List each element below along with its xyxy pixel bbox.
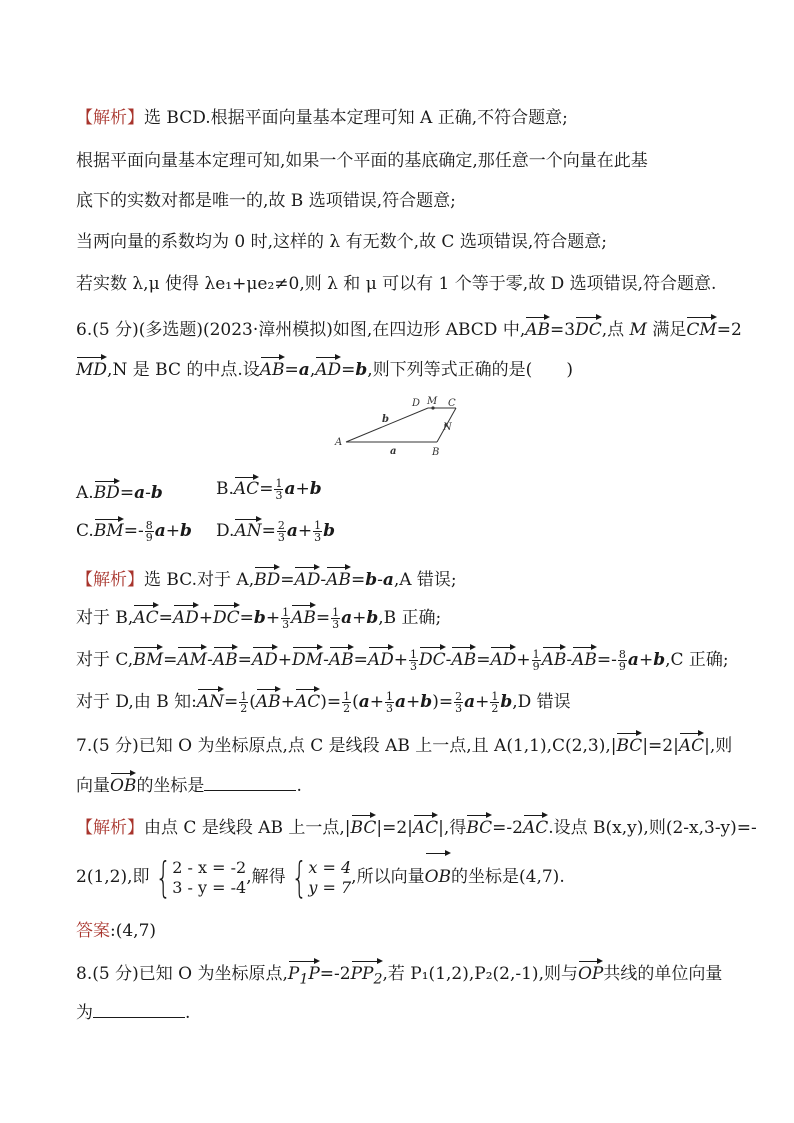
- q7-answer: 答案:(4,7): [76, 921, 157, 941]
- option-a: A.BD=a-b: [76, 480, 163, 503]
- label-M: M: [427, 396, 438, 407]
- q7-stem-line-1: 7.(5 分)已知 O 为坐标原点,点 C 是线段 AB 上一点,且 A(1,1),C(2,3),|BC|=2|AC|,则: [76, 732, 732, 757]
- q5-analysis-line-3: 底下的实数对都是唯一的,故 B 选项错误,符合题意;: [76, 191, 456, 211]
- label-A: A: [335, 437, 343, 448]
- quadrilateral-figure: [330, 392, 470, 458]
- q5-analysis-line-5: 若实数 λ,μ 使得 λe₁+μe₂≠0,则 λ 和 μ 可以有 1 个等于零,故 D 选项错误,符合题意.: [76, 274, 717, 294]
- q5-analysis-line-2: 根据平面向量基本定理可知,如果一个平面的基底确定,那任意一个向量在此基: [76, 151, 648, 171]
- option-d: D.AN= $\frac{2}{3}$ a+ $\frac{1}{3}$ b: [216, 519, 335, 544]
- option-b: B.AC= $\frac{1}{3}$ a+b: [216, 477, 322, 502]
- label-C: C: [448, 398, 456, 409]
- q6-analysis-line-1: 【解析】选 BC.对于 A,BD=AD-AB=b-a,A 错误;: [76, 566, 457, 591]
- label-B: B: [432, 447, 440, 458]
- q7-stem-line-2: 向量OB的坐标是 .: [76, 772, 302, 797]
- q7-analysis-line-2: 2(1,2),即 { 2 - x = -2 3 - y = -4 ,解得 { x = 4 y = 7 ,所以向量OB的坐标是(4,7).: [76, 852, 565, 902]
- q5-analysis-line-1: 【解析】选 BCD.根据平面向量基本定理可知 A 正确,不符合题意;: [76, 108, 568, 128]
- solution-system: { x = 4 y = 7: [290, 852, 352, 902]
- q8-answer-blank: [93, 1003, 185, 1018]
- label-b: b: [382, 414, 389, 425]
- equation-system: { 2 - x = -2 3 - y = -4: [154, 852, 247, 902]
- label-D: D: [412, 398, 421, 409]
- q7-analysis-line-1: 【解析】由点 C 是线段 AB 上一点,|BC|=2|AC|,得BC=-2AC.设点 B(x,y),则(2-x,3-y)=-: [76, 814, 757, 839]
- q6-analysis-line-2: 对于 B,AC=AD+DC=b+ $\frac{1}{3}$ AB= $\frac{1}{3}$ a+b,B 正确;: [76, 606, 442, 631]
- analysis-tag: 【解析】: [76, 108, 144, 128]
- q6-analysis-line-3: 对于 C,BM=AM-AB=AD+DM-AB=AD+ $\frac{1}{3}$ DC-AB=AD+ $\frac{1}{9}$ AB-AB=- $\frac{8}{9}$ a+b,C 正确;: [76, 648, 729, 673]
- q6-stem-line-2: MD,N 是 BC 的中点.设AB=a,AD=b,则下列等式正确的是( ): [76, 356, 573, 381]
- q8-stem-line-2: 为 .: [76, 1003, 191, 1023]
- q6-analysis-line-4: 对于 D,由 B 知:AN= $\frac{1}{2}$ (AB+AC)= $\frac{1}{2}$ (a+ $\frac{1}{3}$ a+b)= $\frac{2}{3}$ a+ $\frac{1}{2}$ b,D 错误: [76, 690, 571, 715]
- option-c: C.BM=- $\frac{8}{9}$ a+b: [76, 519, 192, 544]
- q5-analysis-line-4: 当两向量的系数均为 0 时,这样的 λ 有无数个,故 C 选项错误,符合题意;: [76, 232, 607, 252]
- q7-answer-blank: [204, 776, 296, 791]
- label-N: N: [443, 422, 452, 433]
- label-a: a: [390, 446, 397, 457]
- q8-stem-line-1: 8.(5 分)已知 O 为坐标原点$,P_1P=-2PP_2$,若 P₁(1,2),P₂(2,-1),则与OP共线的单位向量: [76, 960, 722, 990]
- q6-stem-line-1: 6.(5 分)(多选题)(2023·漳州模拟)如图,在四边形 ABCD 中,AB=3DC,点 M 满足CM=2: [76, 316, 742, 341]
